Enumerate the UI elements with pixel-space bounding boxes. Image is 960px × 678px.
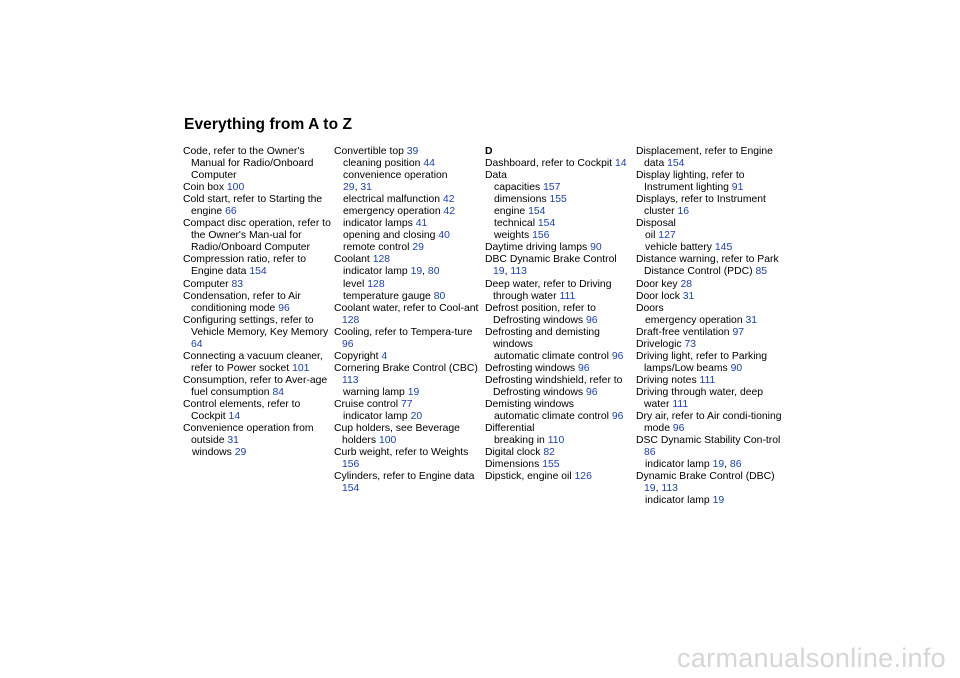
entry-text: Driving notes [636, 374, 697, 386]
entry-text: Drivelogic [636, 338, 682, 350]
page-link[interactable]: 101 [292, 362, 310, 374]
entry-text: Cornering Brake Control (CBC) [334, 362, 478, 374]
entry-text: indicator lamp [343, 411, 408, 423]
entry-text: Differential [485, 423, 535, 435]
entry-text: Coolant water, refer to Cool-ant [334, 302, 479, 314]
page-link[interactable]: 155 [549, 194, 567, 206]
index-subentry [183, 447, 331, 459]
page-link[interactable]: 14 [228, 411, 241, 423]
entry-text: Compact disc operation, refer to the Owner's Man-ual for Radio/Onboard Computer [183, 218, 331, 254]
entry-text: Dynamic Brake Control (DBC) [636, 471, 775, 483]
index-entry [636, 435, 784, 459]
page-link[interactable]: 90 [730, 362, 743, 374]
entry-text: Compression ratio, refer to Engine data [183, 254, 307, 278]
index-entry [485, 375, 633, 399]
entry-text: Doors [636, 302, 664, 314]
page-link[interactable]: 77 [401, 398, 413, 410]
entry-text: remote control [343, 242, 410, 254]
entry-text: warning lamp [343, 386, 405, 398]
page-link[interactable]: 96 [585, 314, 598, 326]
page-link[interactable]: 110 [547, 435, 565, 447]
index-subentry [334, 170, 482, 182]
entry-text: Data [485, 170, 507, 182]
entry-text: Daytime driving lamps [485, 242, 588, 254]
index-subentry [334, 242, 482, 254]
page-link[interactable]: 154 [528, 206, 546, 218]
index-entry [334, 303, 482, 327]
index-subentry [636, 242, 784, 254]
index-entry [636, 254, 784, 278]
page-link[interactable]: 96 [342, 338, 354, 350]
index-entry [183, 351, 331, 375]
entry-text: Defrost position, refer to Defrosting windows [485, 302, 596, 326]
entry-text: dimensions [494, 194, 547, 206]
index-entry [334, 351, 482, 363]
index-subentry [485, 435, 633, 447]
index-entry [334, 447, 482, 471]
page-link[interactable]: 145 [714, 242, 733, 254]
index-entry [183, 279, 331, 291]
entry-text: temperature gauge [343, 290, 431, 302]
index-subentry [485, 230, 633, 242]
page-link[interactable]: 42 [442, 194, 455, 206]
entry-text: Condensation, refer to Air conditioning mode [183, 290, 301, 314]
entry-text: Cylinders, refer to Engine data [334, 471, 475, 483]
index-subentry [485, 194, 633, 206]
entry-text: Driving through water, deep water [636, 386, 764, 410]
index-entry [636, 279, 784, 291]
index-entry [334, 399, 482, 411]
index-entry [334, 327, 482, 351]
page-link[interactable]: 29 [412, 242, 424, 254]
page-link[interactable]: 31 [682, 290, 695, 302]
page-link[interactable]: 96 [611, 411, 624, 423]
index-entry [485, 399, 633, 411]
page-link[interactable]: 113 [510, 266, 527, 278]
page-link[interactable]: 19 [644, 483, 656, 495]
entry-text: Dry air, refer to Air condi-tioning mode [636, 411, 782, 435]
page-link[interactable]: 113 [661, 483, 678, 495]
entry-text: Cold start, refer to Starting the engine [183, 194, 323, 218]
entry-text: Display lighting, refer to Instrument lighting [636, 170, 745, 194]
index-subentry [485, 182, 633, 194]
entry-text: oil [645, 230, 656, 242]
entry-text: Control elements, refer to Cockpit [183, 398, 301, 423]
index-entry [636, 327, 784, 339]
page-link[interactable]: 84 [272, 386, 285, 398]
index-subentry [334, 158, 482, 170]
index-column-1 [183, 146, 331, 459]
entry-text: automatic climate control [494, 411, 609, 423]
index-entry [485, 279, 633, 303]
page-link[interactable]: 19 [493, 266, 505, 278]
page-link[interactable]: 80 [427, 266, 440, 278]
entry-text: Dimensions [485, 459, 540, 471]
index-entry [485, 459, 633, 471]
page-link[interactable]: 4 [381, 350, 388, 362]
index-subentry [485, 411, 633, 423]
index-entry [334, 254, 482, 266]
index-subentry [485, 206, 633, 218]
index-subentry [636, 495, 784, 507]
entry-text: automatic climate control [494, 350, 609, 362]
entry-text: Draft-free ventilation [636, 326, 730, 338]
index-entry [485, 363, 633, 375]
entry-text: Code, refer to the Owner's Manual for Radio/Onboard Computer [183, 146, 314, 182]
entry-text: vehicle battery [645, 242, 712, 254]
entry-text: indicator lamp [343, 266, 408, 278]
index-subentry [334, 291, 482, 303]
entry-text: Door key [636, 278, 678, 290]
page-link[interactable]: 126 [574, 471, 592, 483]
page-link[interactable]: 31 [360, 182, 372, 194]
index-entry [183, 218, 331, 254]
page-link[interactable]: 155 [542, 459, 560, 471]
page-link[interactable]: 111 [672, 398, 689, 410]
index-entry [334, 363, 482, 387]
entry-text: Door lock [636, 290, 680, 302]
section-letter [485, 146, 633, 158]
entry-text: Deep water, refer to Driving through water [485, 278, 612, 302]
index-entry [485, 447, 633, 459]
entry-text: Convertible top [334, 146, 404, 157]
index-entry [485, 471, 633, 483]
page-link[interactable]: 97 [732, 326, 745, 338]
index-entry [183, 254, 331, 278]
page-link[interactable]: 19 [407, 386, 420, 398]
entry-text: convenience operation [343, 170, 448, 182]
page-link[interactable]: 42 [443, 206, 456, 218]
page-link[interactable]: 156 [342, 459, 360, 471]
index-entry [183, 423, 331, 447]
entry-text: electrical malfunction [343, 194, 441, 206]
page-link[interactable]: 113 [342, 374, 359, 386]
entry-text: Curb weight, refer to Weights [334, 447, 469, 459]
entry-text: Configuring settings, refer to Vehicle Memory, Key Memory [183, 314, 329, 338]
index-column-2 [334, 146, 482, 495]
page-link[interactable]: 96 [577, 362, 590, 374]
page-link[interactable]: 154 [249, 266, 267, 278]
entry-text: Demisting windows [485, 398, 574, 410]
page-link[interactable]: 128 [367, 278, 385, 290]
entry-text: windows [192, 447, 232, 459]
index-entry [636, 218, 784, 230]
index-subentry [334, 230, 482, 242]
entry-text: engine [494, 206, 526, 218]
entry-text: opening and closing [343, 230, 436, 242]
page-link[interactable]: 40 [438, 230, 450, 242]
page-link[interactable]: 80 [433, 290, 446, 302]
page-link[interactable]: 154 [342, 483, 360, 495]
page-link[interactable]: 19 [712, 495, 725, 507]
page-link[interactable]: 83 [231, 278, 244, 290]
page-link[interactable]: 100 [226, 182, 245, 194]
index-entry [636, 339, 784, 351]
page-link[interactable]: 128 [372, 254, 391, 266]
entry-text: DBC Dynamic Brake Control [485, 254, 617, 266]
index-entry [485, 327, 633, 351]
entry-text: Defrosting windshield, refer to Defrosting windows [485, 374, 623, 398]
index-entry [636, 351, 784, 375]
index-entry: Dynamic Brake Control (DBC) 19, 113 [636, 471, 775, 495]
page-link[interactable]: 20 [410, 411, 423, 423]
entry-text: D [485, 146, 493, 157]
entry-text: Dipstick, engine oil [485, 471, 572, 483]
index-entry [485, 170, 633, 182]
page-link[interactable]: 156 [532, 230, 550, 242]
page-link[interactable]: 29 [234, 447, 247, 459]
entry-text: Coin box [183, 182, 225, 194]
index-subentry: indicator lamp 19, 80 [343, 266, 440, 278]
page-link[interactable]: 41 [415, 218, 428, 230]
entry-text: Convenience operation from outside [183, 423, 314, 447]
index-subentry [334, 387, 482, 399]
entry-text: Connecting a vacuum cleaner, refer to Power socket [183, 350, 323, 374]
page-link[interactable]: 19 [410, 266, 423, 278]
index-entry [636, 387, 784, 411]
index-subentry [636, 230, 784, 242]
entry-text: Cruise control [334, 398, 399, 410]
entry-text: capacities [494, 182, 541, 194]
page-link[interactable]: 66 [225, 206, 237, 218]
index-entry [334, 146, 482, 158]
page-link[interactable]: 31 [227, 435, 239, 447]
entry-text: emergency operation [343, 206, 441, 218]
page-link[interactable]: 111 [559, 290, 576, 302]
page-link[interactable]: 157 [543, 182, 561, 194]
page-link[interactable]: 29 [343, 182, 355, 194]
entry-text: Driving light, refer to Parking lamps/Low beams [636, 350, 768, 374]
index-entry [636, 170, 784, 194]
page-link[interactable]: 19 [712, 459, 725, 471]
page-link[interactable]: 128 [342, 314, 360, 326]
page-link[interactable]: 73 [684, 338, 697, 350]
entry-text: Disposal [636, 218, 676, 230]
page-link[interactable]: 96 [611, 350, 624, 362]
index-entry [636, 303, 784, 315]
page-link[interactable]: 86 [729, 459, 742, 471]
entry-text: indicator lamps [343, 218, 413, 230]
index-column-4 [636, 146, 784, 507]
page-link[interactable]: 16 [677, 206, 690, 218]
page-link[interactable]: 44 [423, 158, 435, 170]
entry-text: Copyright [334, 350, 379, 362]
page-link[interactable]: 90 [590, 242, 602, 254]
index-subentry [334, 218, 482, 230]
page-link[interactable]: 96 [672, 423, 685, 435]
index-entry [183, 291, 331, 315]
index-subentry: 29, 31 [343, 182, 372, 194]
index-entry [636, 146, 784, 170]
entry-text: breaking in [494, 435, 545, 447]
index-entry [183, 146, 331, 182]
watermark: carmanualsonline.info [677, 643, 946, 673]
page-link[interactable]: 82 [543, 447, 555, 459]
page-link[interactable]: 96 [585, 386, 598, 398]
index-subentry [334, 279, 482, 291]
page-link[interactable]: 127 [658, 230, 676, 242]
index-entry [183, 182, 331, 194]
page-link[interactable]: 154 [537, 218, 556, 230]
entry-text: weights [494, 230, 530, 242]
page-link[interactable]: 85 [755, 266, 768, 278]
page-link[interactable]: 154 [667, 158, 685, 170]
index-entry [636, 411, 784, 435]
entry-text: emergency operation [645, 314, 743, 326]
index-entry [334, 423, 482, 447]
entry-text: Displays, refer to Instrument cluster [636, 194, 766, 218]
entry-text: Coolant [334, 254, 370, 266]
index-entry: DBC Dynamic Brake Control 19, 113 [485, 254, 617, 278]
index-subentry: indicator lamp 19, 86 [645, 459, 742, 471]
index-entry [183, 194, 331, 218]
entry-text: Cooling, refer to Tempera-ture [334, 326, 473, 338]
entry-text: Consumption, refer to Aver-age fuel consumption [183, 374, 328, 398]
index-subentry [334, 411, 482, 423]
index-entry [183, 315, 331, 351]
page-link[interactable]: 14 [614, 158, 627, 170]
index-entry [485, 158, 633, 170]
entry-text: level [343, 278, 365, 290]
page-link[interactable]: 64 [191, 338, 203, 350]
index-entry [485, 242, 633, 254]
entry-text: Digital clock [485, 447, 541, 459]
entry-text: Defrosting windows [485, 362, 576, 374]
index-subentry [485, 351, 633, 363]
index-subentry [485, 218, 633, 230]
index-entry [636, 291, 784, 303]
index-entry [485, 303, 633, 327]
entry-text: Defrosting and demisting windows [485, 326, 600, 350]
index-entry [485, 423, 633, 435]
page-title: Everything from A to Z [184, 116, 353, 133]
index-entry [636, 194, 784, 218]
index-entry [183, 375, 331, 399]
entry-text: DSC Dynamic Stability Con-trol [636, 435, 781, 447]
page-link[interactable]: 28 [680, 278, 693, 290]
entry-text: Computer [183, 278, 229, 290]
entry-text: cleaning position [343, 158, 421, 170]
page-link[interactable]: 86 [644, 447, 656, 459]
entry-text: Displacement, refer to Engine data [636, 146, 773, 170]
index-subentry [636, 315, 784, 327]
entry-text: Cup holders, see Beverage holders [334, 423, 460, 447]
page-link[interactable]: 100 [378, 435, 397, 447]
entry-text: Distance warning, refer to Park Distance Control (PDC) [636, 254, 779, 278]
index-entry [636, 375, 784, 387]
page-link[interactable]: 96 [278, 302, 290, 314]
index-entry [183, 399, 331, 423]
page-link[interactable]: 111 [699, 374, 716, 386]
index-entry [334, 471, 482, 495]
entry-text: indicator lamp [645, 459, 710, 471]
index-column-3 [485, 146, 633, 483]
page-link[interactable]: 91 [731, 182, 744, 194]
entry-text: Dashboard, refer to Cockpit [485, 158, 613, 170]
entry-text: technical [494, 218, 536, 230]
index-subentry [334, 194, 482, 206]
page-link[interactable]: 31 [745, 314, 758, 326]
entry-text: indicator lamp [645, 495, 710, 507]
index-subentry [334, 206, 482, 218]
page-link[interactable]: 39 [406, 146, 419, 157]
